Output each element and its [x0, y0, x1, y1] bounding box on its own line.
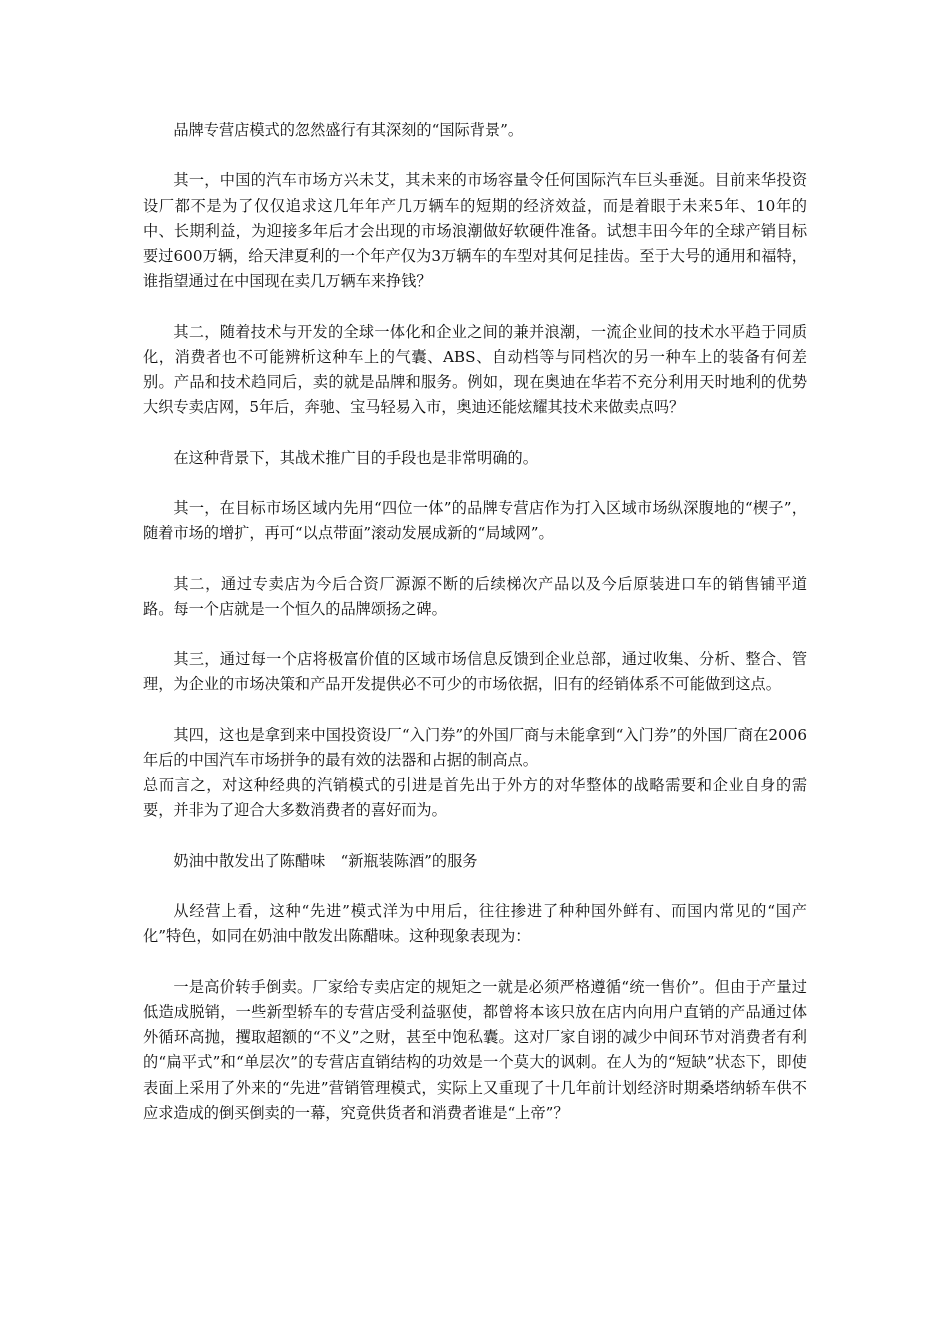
- paragraph-technology-homogenization: 其二，随着技术与开发的全球一体化和企业之间的兼并浪潮，一流企业间的技术水平趋于同质化，消费者也不可能辨析这种车上的气囊、ABS、自动档等与同档次的另一种车上的装备有何差别。产品和技术趋同后，卖的就是品牌和服务。例如，现在奥迪在华若不充分利用天时地利的优势大织专卖店网，5年后，奔驰、宝马轻易入市，奥迪还能炫耀其技术来做卖点吗？: [143, 322, 807, 417]
- section-heading-vinegar: 奶油中散发出了陈醋味 “新瓶装陈酒”的服务: [173, 851, 478, 870]
- paragraph-tactics-intro: 在这种背景下，其战术推广目的手段也是非常明确的。: [173, 448, 538, 467]
- paragraph-international-background-intro: 品牌专营店模式的忽然盛行有其深刻的“国际背景”。: [173, 121, 524, 139]
- paragraph-tactic-three: 其三，通过每一个店将极富价值的区域市场信息反馈到企业总部，通过收集、分析、整合、管理，为企业的市场决策和产品开发提供必不可少的市场依据，旧有的经销体系不可能做到这点。: [143, 650, 807, 694]
- paragraph-summary: 总而言之，对这种经典的汽销模式的引进是首先出于外方的对华整体的战略需要和企业自身的需要，并非为了迎合大多数消费者的喜好而为。: [143, 776, 807, 820]
- paragraph-market-capacity: 其一，中国的汽车市场方兴未艾，其未来的市场容量令任何国际汽车巨头垂涎。目前来华投资设厂都不是为了仅仅追求这几年年产几万辆车的短期的经济效益，而是着眼于未来5年、10年的中、长期利益，为迎接多年后才会出现的市场浪潮做好软硬件准备。试想丰田今年的全球产销目标要过600万辆，给天津夏利的一个年产仅为3万辆车的车型对其何足挂齿。至于大号的通用和福特，谁指望通过在中国现在卖几万辆车来挣钱？: [143, 171, 807, 291]
- paragraph-localization-features: 从经营上看，这种“先进”模式洋为中用后，往往掺进了种种国外鲜有、而国内常见的“国产化”特色，如同在奶油中散发出陈醋味。这种现象表现为：: [143, 902, 807, 946]
- paragraph-high-price-resale: 一是高价转手倒卖。厂家给专卖店定的规矩之一就是必须严格遵循“统一售价”。但由于产量过低造成脱销，一些新型轿车的专营店受利益驱使，都曾将本该只放在店内向用户直销的产品通过体外循环高抛，攫取超额的“不义”之财，甚至中饱私囊。这对厂家自诩的减少中间环节对消费者有利的“扁平式”和“单层次”的专营店直销结构的功效是一个莫大的讽刺。在人为的“短缺”状态下，即使表面上采用了外来的“先进”营销管理模式，实际上又重现了十几年前计划经济时期桑塔纳轿车供不应求造成的倒买倒卖的一幕，究竟供货者和消费者谁是“上帝”？: [143, 977, 807, 1122]
- paragraph-tactic-two: 其二，通过专卖店为今后合资厂源源不断的后续梯次产品以及今后原装进口车的销售铺平道路。每一个店就是一个恒久的品牌颂扬之碑。: [143, 574, 807, 618]
- paragraph-tactic-one: 其一，在目标市场区域内先用“四位一体”的品牌专营店作为打入区域市场纵深腹地的“楔子”，随着市场的增扩，再可“以点带面”滚动发展成新的“局域网”。: [143, 498, 807, 543]
- document-page: [143, 118, 807, 1126]
- paragraph-tactic-four: 其四，这也是拿到来中国投资设厂“入门券”的外国厂商与未能拿到“入门券”的外国厂商在2006年后的中国汽车市场拼争的最有效的法器和占据的制高点。: [143, 725, 807, 769]
